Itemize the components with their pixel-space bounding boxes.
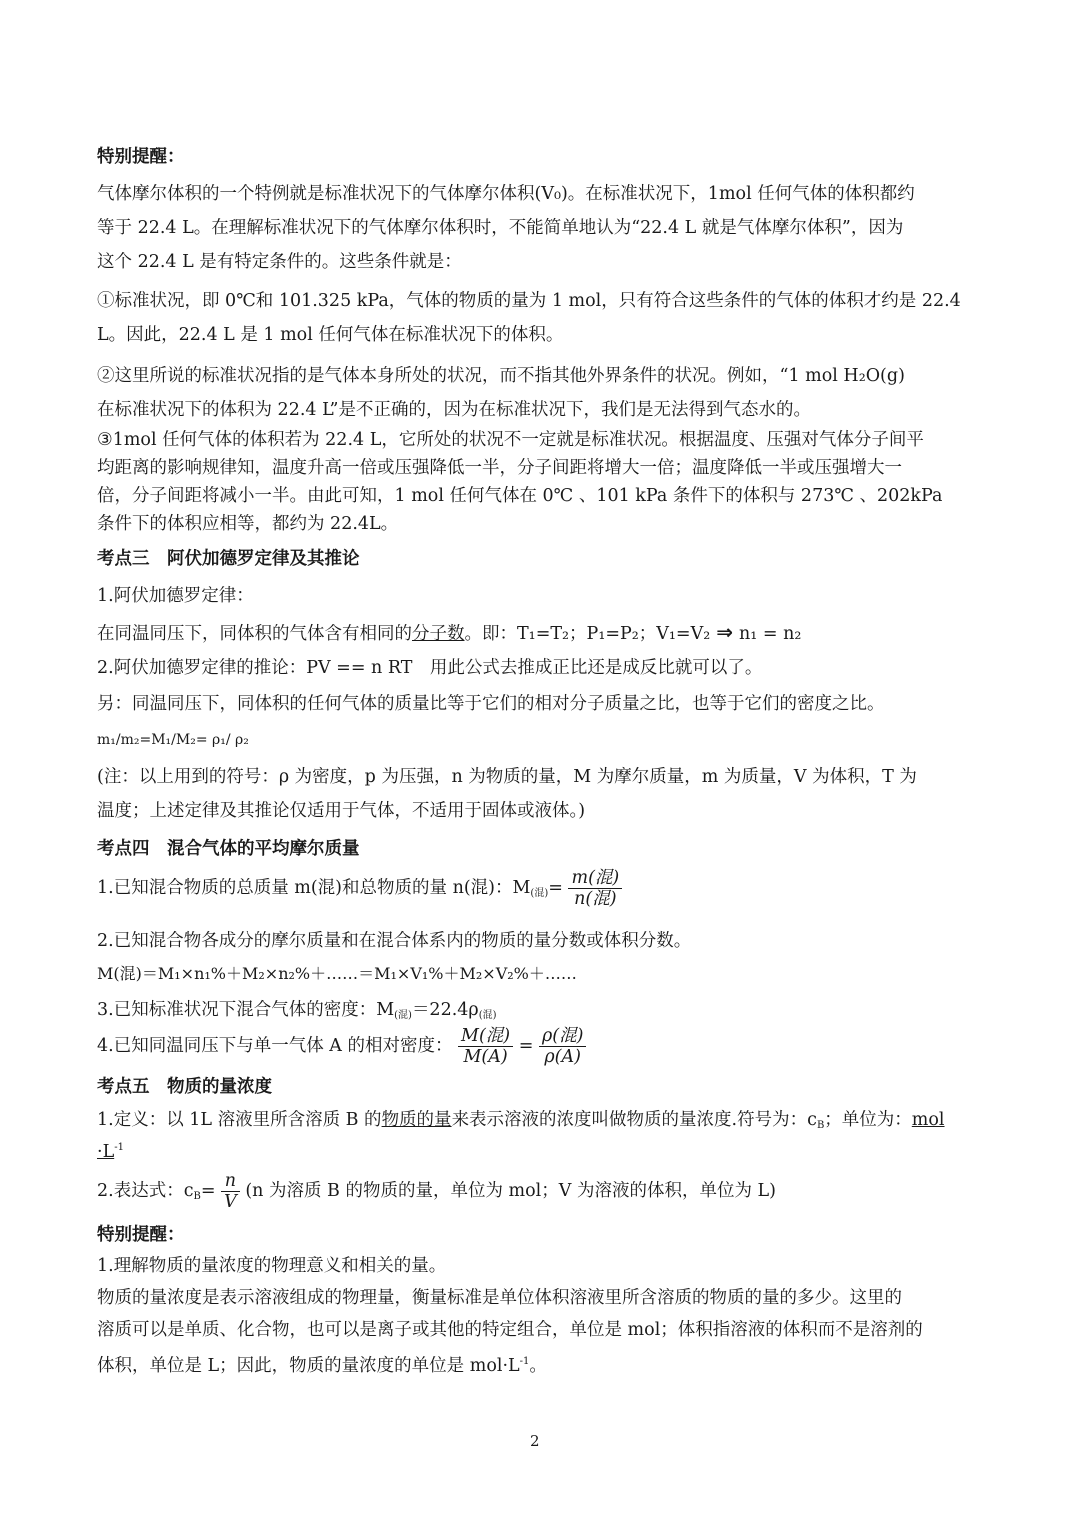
paragraph-line: 在标准状况下的体积为 22.4 L”是不正确的，因为在标准状况下，我们是无法得到气态水的。 xyxy=(97,400,811,420)
concentration-definition xyxy=(97,1108,945,1138)
unit-text: mol xyxy=(911,1110,945,1130)
fraction-numerator: M(混) xyxy=(458,1026,513,1047)
heading-section-5: 考点五 物质的量浓度 xyxy=(97,1077,272,1097)
heading-special-reminder: 特别提醒： xyxy=(97,147,185,167)
paragraph-text: 。 xyxy=(529,1356,547,1376)
paragraph-line: 条件下的体积应相等，都约为 22.4L。 xyxy=(97,514,399,534)
equals-sign: = xyxy=(200,1181,216,1201)
formula-subscript: (混) xyxy=(478,1010,497,1021)
fraction-denominator: V xyxy=(224,1192,237,1212)
paragraph-line: 倍，分子间距将减小一半。由此可知，1 mol 任何气体在 0℃ 、101 kPa 条件下的体积与 273℃ 、202kPa xyxy=(97,486,943,506)
fraction xyxy=(539,1026,586,1067)
definition-text: ；单位为： xyxy=(824,1110,912,1130)
paragraph-line: ③1mol 任何气体的体积若为 22.4 L，它所处的状况不一定就是标准状况。根据温度、压强对气体分子间平 xyxy=(97,430,924,450)
avogadro-law-line xyxy=(97,620,801,646)
paragraph-text: 体积，单位是 L；因此，物质的量浓度的单位是 mol·L xyxy=(97,1356,520,1376)
heading-section-4: 考点四 混合气体的平均摩尔质量 xyxy=(97,839,360,859)
concentration-unit-continued xyxy=(97,1136,124,1164)
equals-sign: = xyxy=(518,1036,534,1056)
heading-section-3: 考点三 阿伏加德罗定律及其推论 xyxy=(97,549,360,569)
formula-text: 2.表达式：c xyxy=(97,1181,194,1201)
mixed-molar-mass-formula-1 xyxy=(97,866,622,916)
paragraph-line: 2.阿伏加德罗定律的推论：PV == n RT 用此公式去推成正比还是成反比就可以了。 xyxy=(97,658,763,678)
mixed-molar-mass-formula-4 xyxy=(97,1022,586,1070)
density-ratio-formula: m₁/m₂=M₁/M₂= ρ₁/ ρ₂ xyxy=(97,732,249,748)
law-result: n₁ = n₂ xyxy=(739,624,802,644)
paragraph-line: 另：同温同压下，同体积的任何气体的质量比等于它们的相对分子质量之比，也等于它们的密度之比。 xyxy=(97,694,885,714)
note-line: (注：以上用到的符号：ρ 为密度，p 为压强，n 为物质的量，M 为摩尔质量，m 为质量，V 为体积，T 为 xyxy=(97,767,917,787)
symbol-subscript: B xyxy=(816,1120,825,1131)
formula-text: 1.已知混合物质的总质量 m(混)和总物质的量 n(混)：M xyxy=(97,878,531,898)
paragraph-line: 物质的量浓度是表示溶液组成的物理量，衡量标准是单位体积溶液里所含溶质的物质的量的多少。这里的 xyxy=(97,1288,902,1308)
fraction-numerator: m(混) xyxy=(568,868,622,889)
paragraph-line: 溶质可以是单质、化合物，也可以是离子或其他的特定组合，单位是 mol；体积指溶液的体积而不是溶剂的 xyxy=(97,1320,923,1340)
definition-text: 1.定义：以 1L 溶液里所含溶质 B 的 xyxy=(97,1110,382,1130)
fraction-numerator: ρ(混) xyxy=(539,1026,586,1047)
fraction xyxy=(221,1171,240,1212)
paragraph-line: 这个 22.4 L 是有特定条件的。这些条件就是： xyxy=(97,252,462,272)
paragraph-line: 等于 22.4 L。在理解标准状况下的气体摩尔体积时，不能简单地认为“22.4 L 就是气体摩尔体积”，因为 xyxy=(97,218,904,238)
page-number: 2 xyxy=(530,1432,540,1450)
heading-special-reminder-2: 特别提醒： xyxy=(97,1225,185,1245)
unit-superscript: -1 xyxy=(114,1142,124,1153)
concentration-expression xyxy=(97,1168,776,1220)
paragraph-line: 均距离的影响规律知，温度升高一倍或压强降低一半，分子间距将增大一倍；温度降低一半或压强增大一 xyxy=(97,458,902,478)
fraction-denominator: n(混) xyxy=(574,889,617,909)
fraction-numerator: n xyxy=(221,1171,240,1192)
paragraph-line: 气体摩尔体积的一个特例就是标准状况下的气体摩尔体积(V₀)。在标准状况下，1mol 任何气体的体积都约 xyxy=(97,184,915,204)
unit-superscript: -1 xyxy=(519,1356,530,1367)
formula-subscript: (混) xyxy=(530,888,549,899)
fraction xyxy=(458,1026,513,1067)
fraction xyxy=(568,868,622,909)
paragraph-line xyxy=(97,1350,547,1378)
fraction-denominator: M(A) xyxy=(463,1047,508,1067)
fraction-denominator: ρ(A) xyxy=(544,1047,581,1067)
paragraph-line: ①标准状况，即 0℃和 101.325 kPa，气体的物质的量为 1 mol，只有符合这些条件的气体的体积才约是 22.4 xyxy=(97,291,961,311)
formula-text: 3.已知标准状况下混合气体的密度：M xyxy=(97,1000,395,1020)
equals-sign: = xyxy=(548,878,563,898)
definition-text: 来表示溶液的浓度叫做物质的量浓度.符号为：c xyxy=(451,1110,817,1130)
underlined-term: 物质的量 xyxy=(381,1110,452,1130)
paragraph-line: L。因此，22.4 L 是 1 mol 任何气体在标准状况下的体积。 xyxy=(97,325,564,345)
formula-text: ＝22.4ρ xyxy=(411,1000,479,1020)
formula-subscript: (混) xyxy=(394,1010,412,1021)
unit-text: ·L xyxy=(97,1142,115,1162)
law-formula: 。即：T₁=T₂；P₁=P₂；V₁=V₂ xyxy=(464,624,711,644)
mixed-molar-mass-formula-2: M(混)＝M₁×n₁%＋M₂×n₂%＋……＝M₁×V₁%＋M₂×V₂%＋…… xyxy=(97,964,577,983)
paragraph-line: 1.理解物质的量浓度的物理意义和相关的量。 xyxy=(97,1256,447,1276)
paragraph-line: 2.已知混合物各成分的摩尔质量和在混合体系内的物质的量分数或体积分数。 xyxy=(97,931,692,951)
implies-arrow: ⇒ xyxy=(716,620,734,644)
formula-explanation: (n 为溶质 B 的物质的量，单位为 mol；V 为溶液的体积，单位为 L) xyxy=(245,1181,776,1201)
paragraph-line: ②这里所说的标准状况指的是气体本身所处的状况，而不指其他外界条件的状况。例如，“1 mol H₂O(g) xyxy=(97,366,905,386)
law-prefix: 在同温同压下，同体积的气体含有相同的 xyxy=(97,624,412,644)
formula-subscript: B xyxy=(193,1191,201,1202)
subheading-avogadro-law: 1.阿伏加德罗定律： xyxy=(97,586,254,606)
formula-text: 4.已知同温同压下与单一气体 A 的相对密度： xyxy=(97,1036,453,1056)
note-line: 温度；上述定律及其推论仅适用于气体，不适用于固体或液体。) xyxy=(97,801,586,821)
law-underlined-term: 分子数 xyxy=(412,624,465,644)
